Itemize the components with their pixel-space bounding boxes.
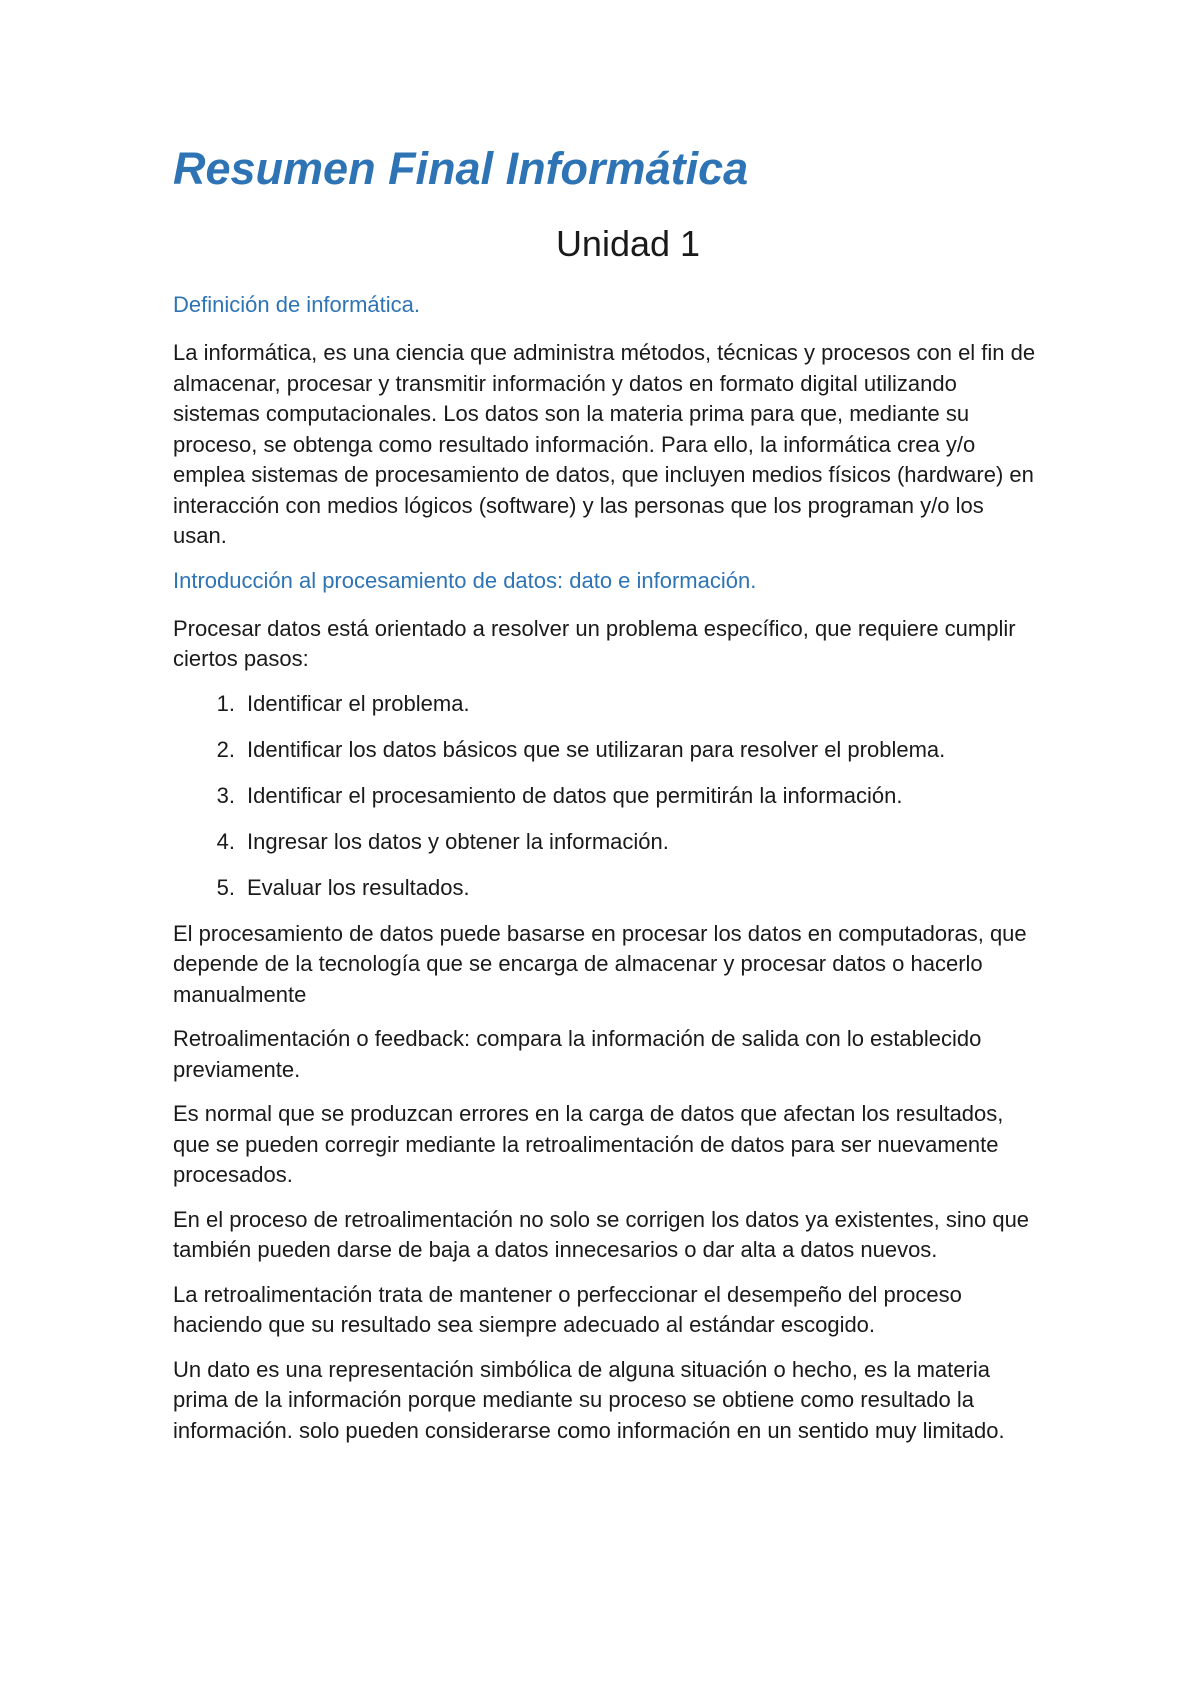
list-item-text: Evaluar los resultados. [247,874,470,900]
section-heading-definicion: Definición de informática. [173,292,421,317]
document-title: Resumen Final Informática [173,143,749,194]
list-item-number: 2. [216,736,235,762]
list-item-number: 5. [216,874,235,900]
list-item-number: 3. [216,782,235,808]
list-item-text: Ingresar los datos y obtener la información. [247,828,669,854]
paragraph-errores: Es normal que se produzcan errores en la carga de datos que afectan los resultados, que se pueden corregir mediante la retroalimentación de datos para ser nuevamente procesados. [173,1101,1004,1187]
list-item-number: 1. [216,690,235,716]
list-item-text: Identificar los datos básicos que se utilizaran para resolver el problema. [247,736,946,762]
paragraph-retroalimentacion-objetivo: La retroalimentación trata de mantener o perfeccionar el desempeño del proceso haciendo que su resultado sea siempre adecuado al estándar escogido. [173,1281,962,1337]
list-item-text: Identificar el procesamiento de datos que permitirán la información. [247,782,903,808]
list-item-text: Identificar el problema. [247,690,470,716]
paragraph-procesamiento: El procesamiento de datos puede basarse en procesar los datos en computadoras, que depende de la tecnología que se encarga de almacenar y procesar datos o hacerlo manualmente [173,920,1027,1007]
list-item [173,735,1043,765]
steps-list [173,689,1043,903]
section-heading-introduccion: Introducción al procesamiento de datos: dato e información. [173,567,757,593]
paragraph-dato: Un dato es una representación simbólica de alguna situación o hecho, es la materia prima de la información porque mediante su proceso se obtiene como resultado la información. solo pueden considerarse como información en un sentido muy limitado. [173,1356,1005,1443]
paragraph-definicion: La informática, es una ciencia que administra métodos, técnicas y procesos con el fin de almacenar, procesar y transmitir información y datos en formato digital utilizando sistemas computacionales. Los datos son la materia prima para que, mediante su proceso, se obtenga como resultado información. Para ello, la informática crea y/o emplea sistemas de procesamiento de datos, que incluyen medios físicos (hardware) en interacción con medios lógicos (software) y las personas que los programan y/o los usan. [173,340,1036,548]
paragraph-proceso-retroalimentacion: En el proceso de retroalimentación no solo se corrigen los datos ya existentes, sino que también pueden darse de baja a datos innecesarios o dar alta a datos nuevos. [173,1206,1030,1262]
document-page [173,140,1043,1446]
paragraph-procesar-datos: Procesar datos está orientado a resolver un problema específico, que requiere cumplir ciertos pasos: [173,615,1016,671]
list-item-number: 4. [216,828,235,854]
list-item [173,827,1043,857]
list-item [173,689,1043,719]
paragraph-retroalimentacion-definicion: Retroalimentación o feedback: compara la información de salida con lo establecido previamente. [173,1026,982,1082]
list-item [173,873,1043,903]
list-item [173,781,1043,811]
unit-title: Unidad 1 [555,223,701,264]
